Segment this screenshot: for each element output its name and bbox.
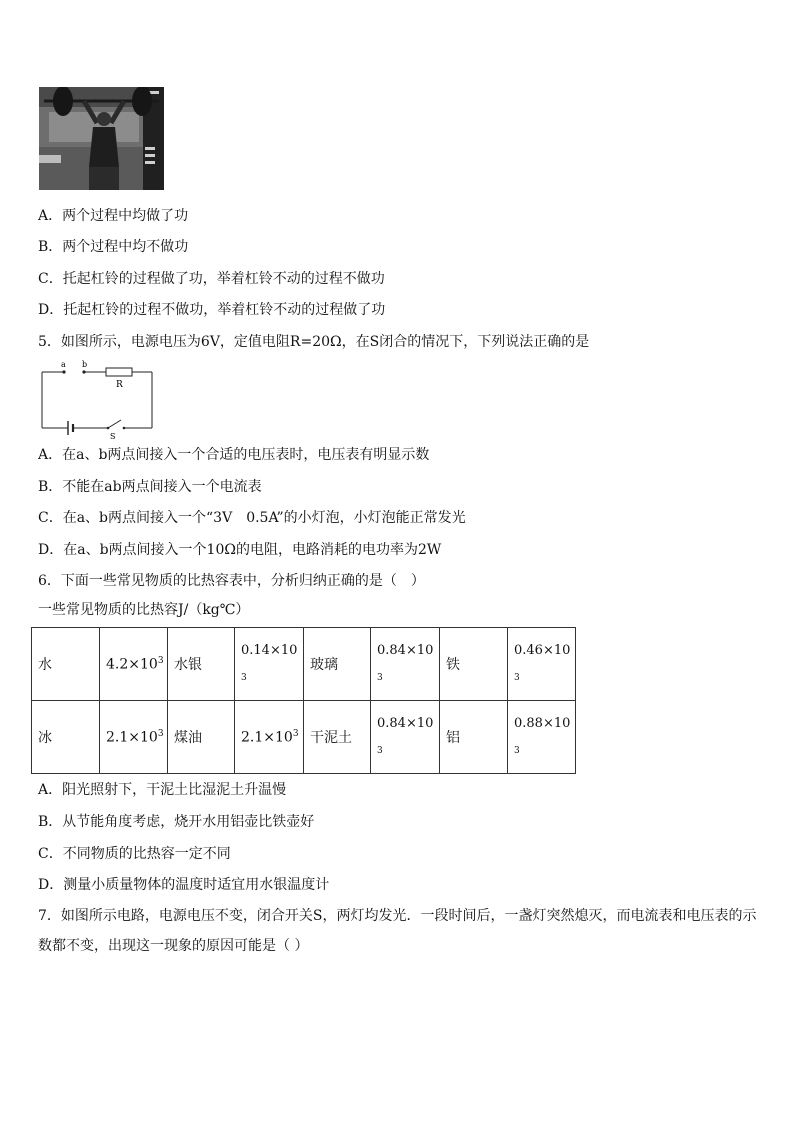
substance-cell: 煤油 — [168, 701, 235, 774]
value-cell: 0.84×10 3 — [371, 628, 440, 701]
q6-option-c: C．不同物质的比热容一定不同 — [38, 846, 231, 862]
specific-heat-table — [31, 627, 576, 774]
substance-cell: 水银 — [168, 628, 235, 701]
q6-option-a: A．阳光照射下，干泥土比湿泥土升温慢 — [38, 782, 287, 798]
q6-option-d: D．测量小质量物体的温度时适宜用水银温度计 — [38, 877, 330, 893]
table-caption: 一些常见物质的比热容J/（kg℃） — [38, 602, 250, 618]
substance-cell: 冰 — [32, 701, 100, 774]
q7-stem-line1: 7．如图所示电路，电源电压不变，闭合开关S，两灯均发光．一段时间后，一盏灯突然熄灭，而电流表和电压表的示 — [38, 908, 757, 924]
resistor-label: R — [116, 380, 123, 390]
q7-stem-line2: 数都不变，出现这一现象的原因可能是（ ） — [38, 938, 309, 954]
value-cell: $4.2\times 10^3$ — [100, 628, 168, 701]
value-cell: 0.46×10 3 — [508, 628, 576, 701]
value-cell: 0.88×10 3 — [508, 701, 576, 774]
substance-cell: 铁 — [440, 628, 508, 701]
q4-option-d: D．托起杠铃的过程不做功，举着杠铃不动的过程做了功 — [38, 302, 386, 318]
substance-cell: 水 — [32, 628, 100, 701]
q4-option-c: C．托起杠铃的过程做了功，举着杠铃不动的过程不做功 — [38, 271, 385, 287]
circuit-diagram — [38, 360, 156, 440]
table-row — [32, 628, 576, 701]
table-row — [32, 701, 576, 774]
point-a-label: a — [61, 360, 66, 369]
value-cell: 0.14×10 3 — [235, 628, 304, 701]
value-cell: 0.84×10 3 — [371, 701, 440, 774]
q4-option-b: B．两个过程中均不做功 — [38, 239, 189, 255]
q6-stem: 6．下面一些常见物质的比热容表中，分析归纳正确的是（ ） — [38, 573, 425, 589]
value-cell: $2.1\times 10^3$ — [235, 701, 304, 774]
substance-cell: 铝 — [440, 701, 508, 774]
switch-label: S — [110, 432, 116, 440]
substance-cell: 干泥土 — [304, 701, 371, 774]
q5-option-d: D．在a、b两点间接入一个10Ω的电阻，电路消耗的电功率为2W — [38, 542, 442, 558]
point-b-label: b — [82, 360, 88, 369]
q5-stem: 5．如图所示，电源电压为6V，定值电阻R=20Ω，在S闭合的情况下，下列说法正确的是 — [38, 334, 590, 350]
substance-cell: 玻璃 — [304, 628, 371, 701]
q5-option-b: B．不能在ab两点间接入一个电流表 — [38, 479, 262, 495]
q5-option-c: C．在a、b两点间接入一个“3V 0.5A”的小灯泡，小灯泡能正常发光 — [38, 510, 466, 526]
q4-option-a: A．两个过程中均做了功 — [38, 208, 189, 224]
q5-option-a: A．在a、b两点间接入一个合适的电压表时，电压表有明显示数 — [38, 447, 430, 463]
q6-option-b: B．从节能角度考虑，烧开水用铝壶比铁壶好 — [38, 814, 315, 830]
weightlifter-photo — [39, 87, 164, 190]
value-cell: $2.1\times 10^3$ — [100, 701, 168, 774]
